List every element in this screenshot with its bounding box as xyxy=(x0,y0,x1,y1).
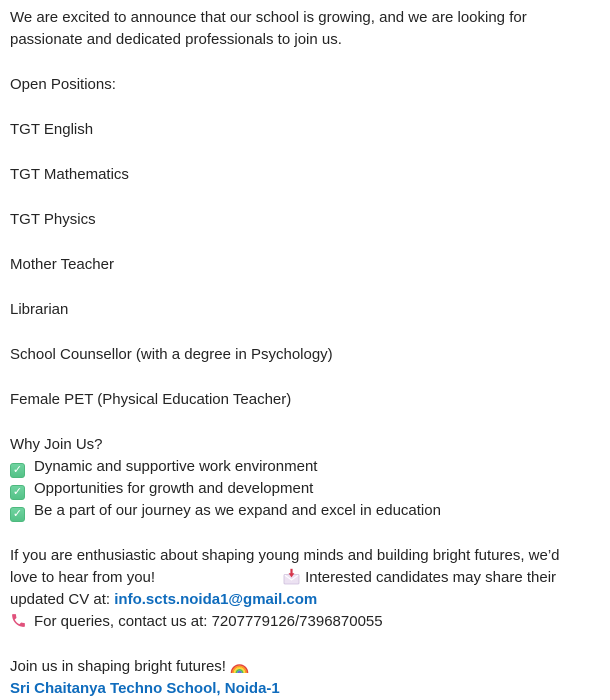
envelope-with-arrow-icon xyxy=(283,568,300,585)
intro-paragraph xyxy=(10,7,600,51)
closing-line-4: For queries, contact us at: 7207779126/7396870055 xyxy=(34,613,383,630)
check-mark-icon: ✓ xyxy=(10,507,25,522)
position-item-tgt-english: TGT English xyxy=(10,121,94,138)
benefit-item: Opportunities for growth and development xyxy=(34,480,314,497)
email-link[interactable]: info.scts.noida1@gmail.com xyxy=(114,591,318,608)
check-mark-icon: ✓ xyxy=(10,485,25,500)
intro-line-1: We are excited to announce that our school is growing, and we are looking for xyxy=(10,9,527,26)
position-item-female-pet: Female PET (Physical Education Teacher) xyxy=(10,391,292,408)
closing-paragraph xyxy=(10,545,600,633)
closing-line-2a: love to hear from you! xyxy=(10,569,156,586)
school-link[interactable]: Sri Chaitanya Techno School, Noida-1 xyxy=(10,680,280,697)
position-item-tgt-physics: TGT Physics xyxy=(10,211,96,228)
closing-line-1: If you are enthusiastic about shaping young minds and building bright futures, we’d xyxy=(10,547,560,564)
position-item-mother-teacher: Mother Teacher xyxy=(10,256,114,273)
footer-tagline: Join us in shaping bright futures! xyxy=(10,658,226,675)
telephone-receiver-icon xyxy=(10,612,27,629)
why-join-heading: Why Join Us? xyxy=(10,436,103,453)
benefit-item: Dynamic and supportive work environment xyxy=(34,458,318,475)
closing-line-3a: updated CV at: xyxy=(10,591,115,608)
check-mark-icon: ✓ xyxy=(10,463,25,478)
open-positions-heading: Open Positions: xyxy=(10,76,116,93)
rainbow-icon xyxy=(230,661,249,673)
position-item-tgt-mathematics: TGT Mathematics xyxy=(10,166,129,183)
benefit-item: Be a part of our journey as we expand and excel in education xyxy=(34,502,441,519)
closing-line-2b: Interested candidates may share their xyxy=(305,569,557,586)
why-join-section xyxy=(10,434,600,522)
position-item-librarian: Librarian xyxy=(10,301,69,318)
footer-paragraph xyxy=(10,656,600,700)
intro-line-2: passionate and dedicated professionals to join us. xyxy=(10,31,342,48)
position-item-school-counsellor: School Counsellor (with a degree in Psychology) xyxy=(10,346,333,363)
